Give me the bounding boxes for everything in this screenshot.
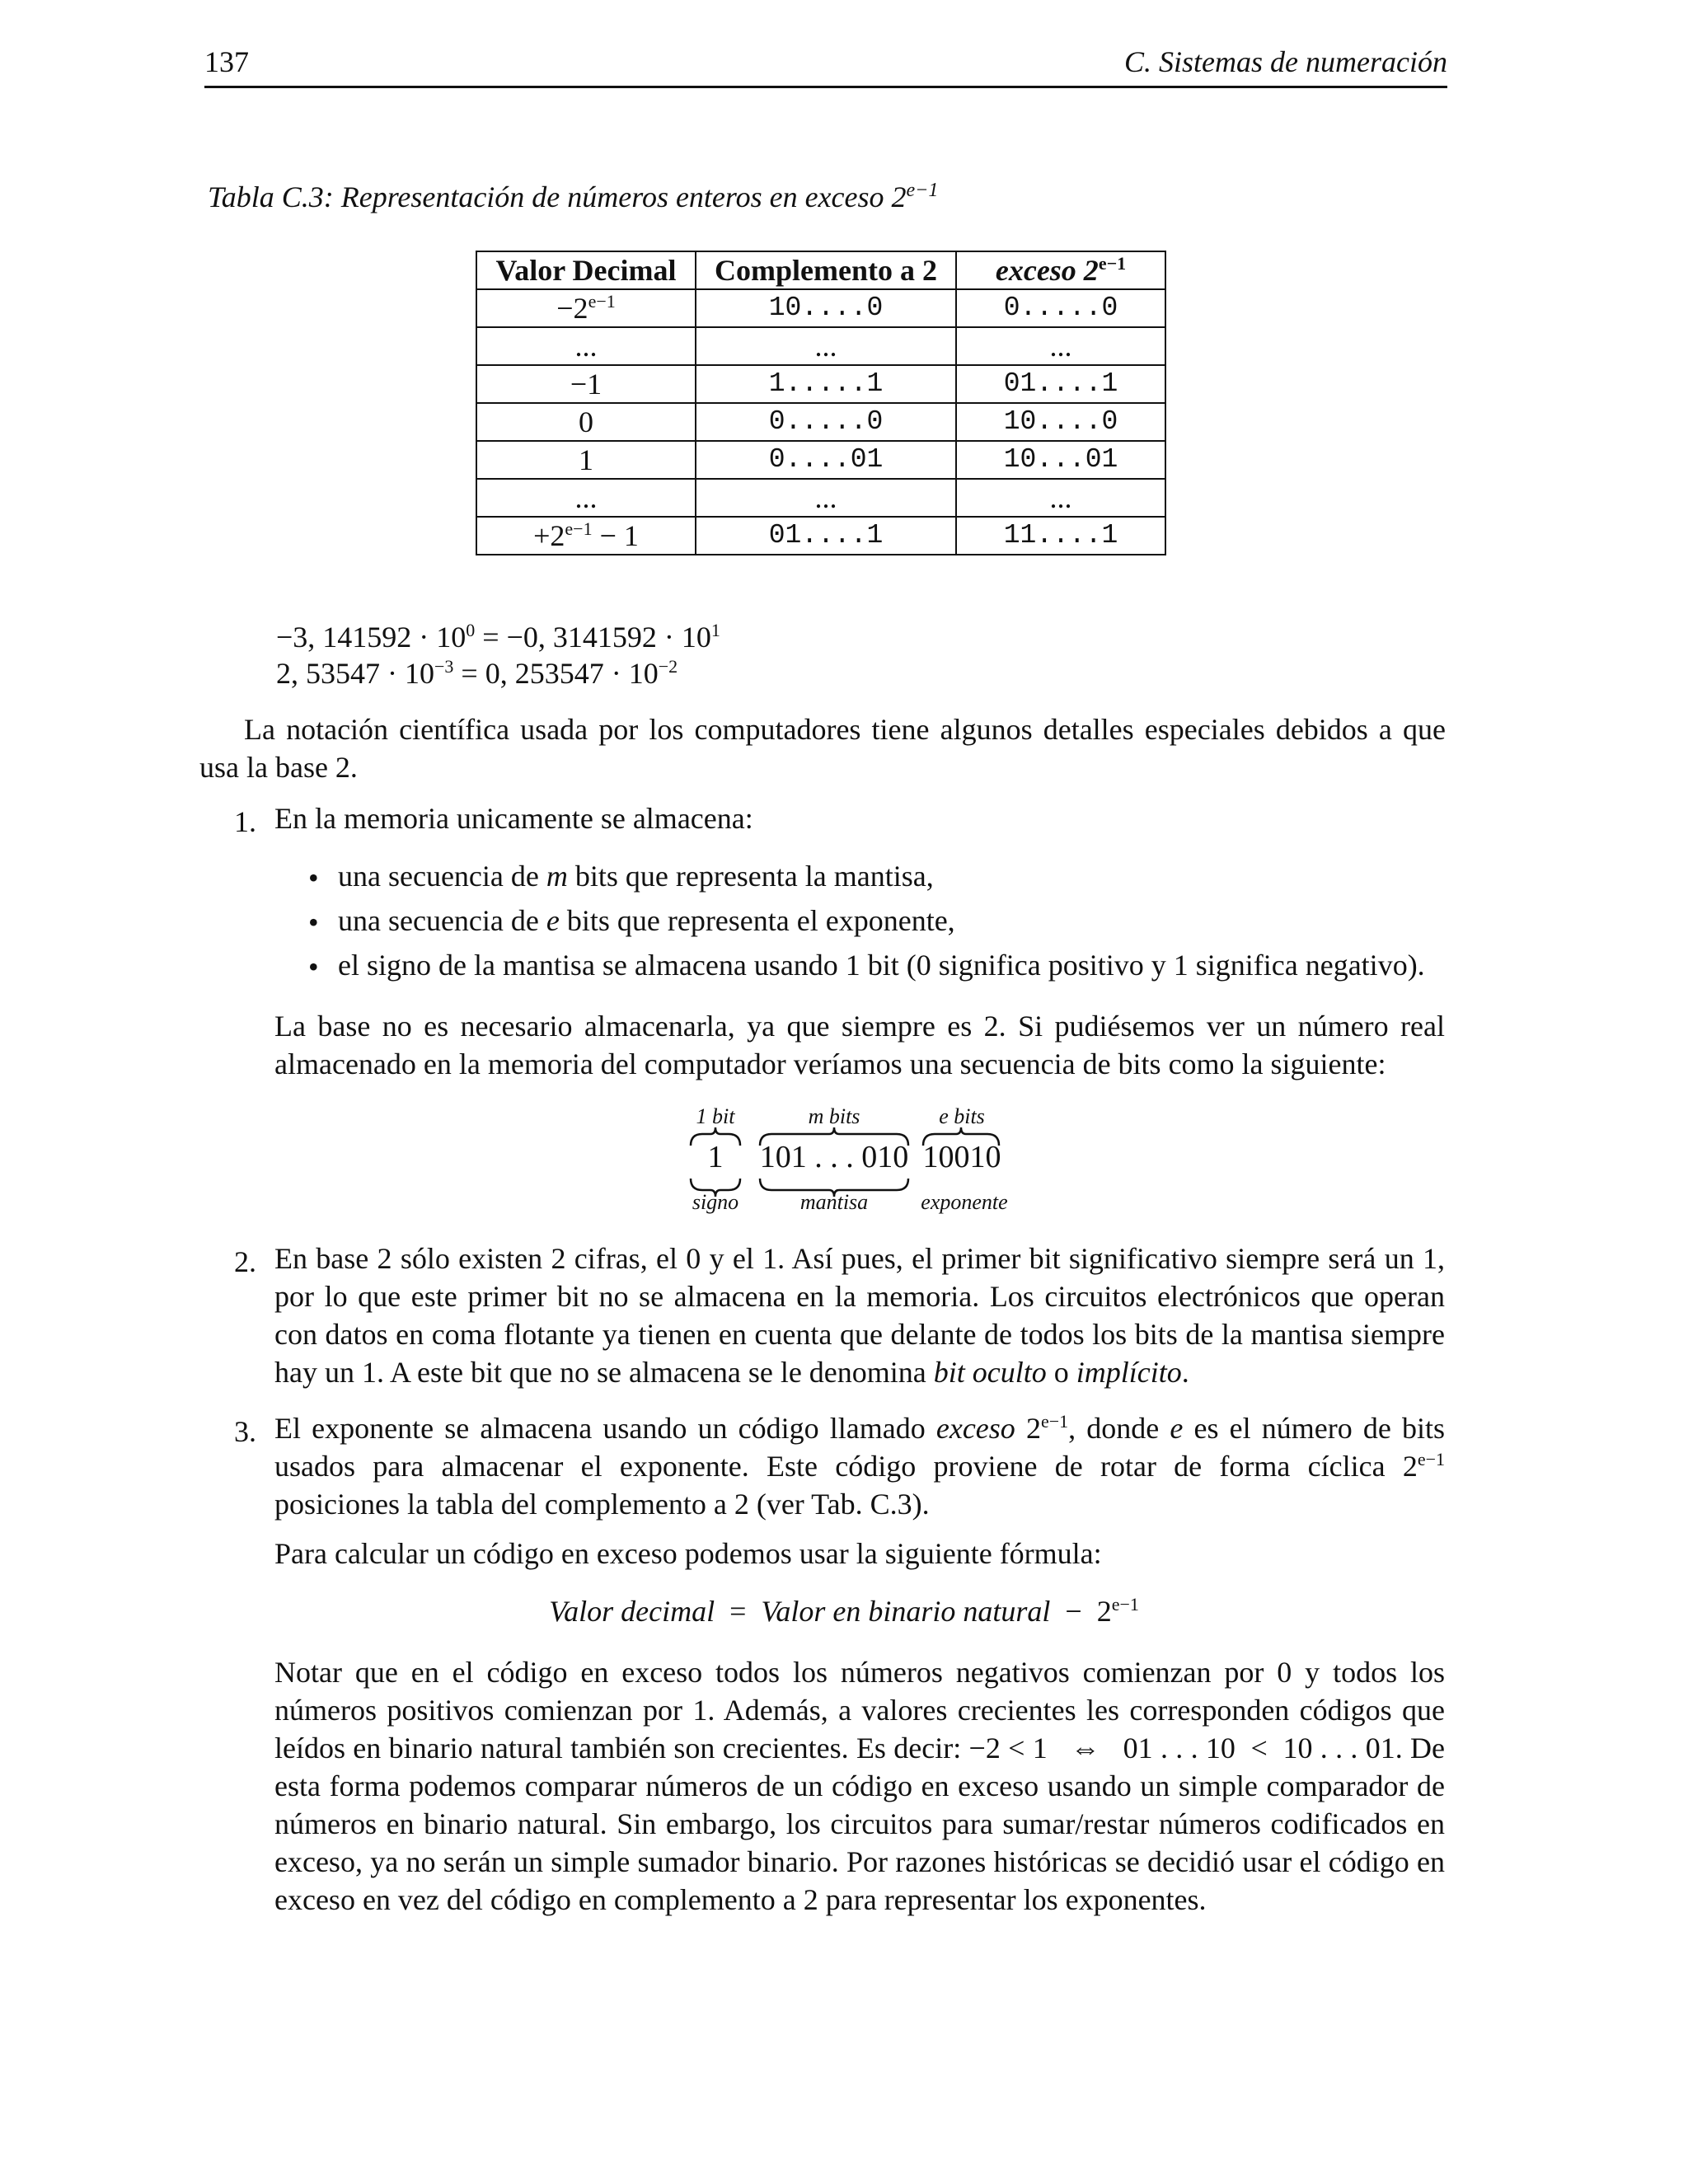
cell-decimal: 1 [476,441,696,479]
cell-excess: 0.....0 [956,289,1165,327]
label-1-bit: 1 bit [696,1104,735,1128]
excess-table [476,251,1166,555]
cell-decimal: ... [476,479,696,517]
table-row [476,289,1165,327]
cell-excess: ... [956,479,1165,517]
table-row [476,403,1165,441]
formula-intro: Para calcular un código en exceso podemos usar la siguiente fórmula: [274,1537,1102,1570]
item3-note: Notar que en el código en exceso todos los números negativos comienzan por 0 y todos los números positivos comienzan por 1. Además, a valores crecientes les corresponden códigos que leídos en binario natural también son crecientes. Es decir: −2 < 1 ⇔ 01 . . . 10 < 10 . . . 01. De esta forma podemos comparar números de un código en exceso usando un simple comparador de números en binario natural. Sin embargo, los circuitos para sumar/restar números codificados en exceso, ya no serán un simple sumador binario. Por razones históricas se decidió usar el código en exceso en vez del código en complemento a 2 para representar los exponentes. [274,1656,1445,1916]
item1-text: En la memoria unicamente se almacena: [274,802,753,835]
item2-text: En base 2 sólo existen 2 cifras, el 0 y el 1. Así pues, el primer bit significativo siempre será un 1, por lo que este primer bit no se almacena en la memoria. Los circuitos electrónicos que operan con datos en coma flotante ya tienen en cuenta que delante de todos los bits de la mantisa siempre hay un 1. A este bit que no se almacena se le denomina bit oculto o implícito. [274,1242,1445,1389]
bullet-icon: • [308,950,319,983]
cell-complement: 01....1 [696,517,956,555]
cell-complement: 0....01 [696,441,956,479]
bullet-icon: • [308,906,319,939]
cell-complement: ... [696,327,956,365]
table-row [476,327,1165,365]
cell-complement: 1.....1 [696,365,956,403]
list-number-1: 1. [234,805,256,838]
cell-excess: 11....1 [956,517,1165,555]
col-header-complement: Complemento a 2 [696,251,956,289]
cell-decimal: $+2^{e-1} - 1$ [476,517,696,555]
list-number-3: 3. [234,1415,256,1448]
col-header-excess: exceso $2^{e-1}$ [956,251,1165,289]
table-row [476,479,1165,517]
cell-excess: 01....1 [956,365,1165,403]
table-row [476,517,1165,555]
bit-diagram [684,1104,1030,1220]
table-row [476,365,1165,403]
bullet-item: una secuencia de m bits que representa la mantisa, [338,860,934,893]
label-m-bits: m bits [808,1104,860,1128]
page-header [204,45,1447,88]
col-header-decimal: Valor Decimal [476,251,696,289]
table-row [476,441,1165,479]
page-number: 137 [204,45,249,78]
bullet-item: una secuencia de e bits que representa el exponente, [338,904,955,937]
cell-excess: ... [956,327,1165,365]
excess-formula: Valor decimal = Valor en binario natural − $2^{e-1}$ [549,1594,1139,1628]
label-signo: signo [692,1190,739,1214]
cell-excess: 10....0 [956,403,1165,441]
cell-decimal: $-2^{e-1}$ [476,289,696,327]
list-number-2: 2. [234,1245,256,1278]
bits-sign: 1 [707,1140,724,1174]
cell-decimal: ... [476,327,696,365]
bullet-icon: • [308,861,319,894]
table-caption: Tabla C.3: Representación de números enteros en exceso $2^{e-1}$ [208,180,939,213]
intro-paragraph: La notación científica usada por los computadores tiene algunos detalles especiales debidos a que usa la base 2. [199,713,1446,784]
table-header-row [476,251,1165,289]
label-e-bits: e bits [939,1104,985,1128]
section-title: C. Sistemas de numeración [1124,45,1447,78]
label-mantisa: mantisa [799,1190,869,1214]
cell-decimal: 0 [476,403,696,441]
equation-2: 2, $53547 \cdot 10^{-3} = 0$, $253547 \cdot 10^{-2}$ [276,656,678,690]
cell-complement: ... [696,479,956,517]
item1-after-text: La base no es necesario almacenarla, ya que siempre es 2. Si pudiésemos ver un número real almacenado en la memoria del computador veríamos una secuencia de bits como la siguiente: [274,1010,1445,1080]
item3-text: El exponente se almacena usando un código llamado exceso $2^{e-1}$, donde e es el número de bits usados para almacenar el exponente. Este código proviene de rotar de forma cíclica $2^{e-1}$ posiciones la tabla del complemento a 2 (ver Tab. C.3). [274,1411,1446,1521]
label-exponente: exponente [921,1190,1008,1214]
cell-decimal: −1 [476,365,696,403]
bits-mantissa: 101 . . . 010 [759,1140,909,1174]
bullet-item: el signo de la mantisa se almacena usando 1 bit (0 significa positivo y 1 significa negativo). [338,949,1425,982]
cell-complement: 10....0 [696,289,956,327]
cell-complement: 0.....0 [696,403,956,441]
bits-exponent: 10010 [922,1140,1001,1174]
equation-1: −3, $141592 \cdot 10^0 = -0$, $3141592 \cdot 10^1$ [276,620,720,654]
cell-excess: 10...01 [956,441,1165,479]
